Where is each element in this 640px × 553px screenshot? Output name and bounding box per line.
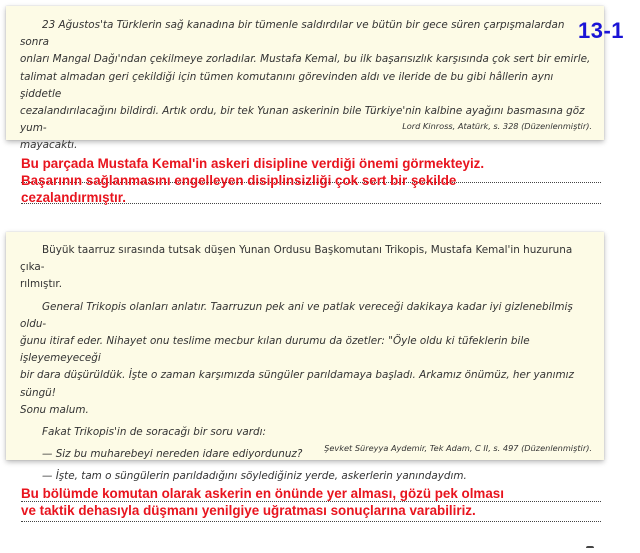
page-number-badge: 13-1 [578,18,625,43]
answer-line [21,521,601,522]
excerpt-aydemir-intro: Büyük taarruz sırasında tutsak düşen Yunan Ordusu Başkomutanı Trikopis, Mustafa Kemal'in huzuruna çıka- rılmıştır. [20,244,573,291]
excerpt-card-aydemir [6,232,604,483]
excerpt-aydemir-question: — Siz bu muharebeyi nereden idare ediyordunuz? [42,448,303,461]
excerpt-aydemir-quote: General Trikopis olanları anlatır. Taarruzun pek ani ve patlak vereceği dakikaya kadar iyi gizlenebilmiş oldu- ğunu itiraf eder. Nihayet onu teslime mecbur kılan durumu da özetler: "Öyle oldu ki tüfeklerin bile işleyemeyeceği bir dara düşürüldük. İşte o zaman karşımızda süngüler parıldamaya başladı. Arkamız önümüz, her yanımız süngü! Sonu malum. [20,300,574,416]
excerpt-kinross-text: 23 Ağustos'ta Türklerin sağ kanadına bir tümenle saldırdılar ve bütün bir gece süren çarpışmalardan sonra onları Mangal Dağı'ndan çekilmeye zorladılar. Mustafa Kemal, bu ilk başarısızlık karşısında çok sert bir emirle, talimat almadan geri çekildiği için tümen komutanını görevinden aldı ve ileride de bu gibi hâllerin aynı şiddetle cezalandırılacağını bildirdi. Artık ordu, bir tek Yunan askerinin bile Türkiye'nin kalbine ayağını basmasına göz yum- mayacaktı. [20,19,591,152]
handwritten-answer-2: Bu bölümde komutan olarak askerin en önünde yer alması, gözü pek olması ve taktik dehasıyla düşmanı yenilgiye uğratması sonuçlarına varabiliriz. [21,486,504,518]
excerpt-aydemir-question-intro: Fakat Trikopis'in de soracağı bir soru vardı: [42,426,267,439]
handwritten-answer-1: Bu parçada Mustafa Kemal'in askeri disipline verdiği önemi görmekteyiz. Başarının sağlanmasını engelleyen disiplinsizliği çok sert bir şekilde cezalandırmıştır. [21,156,485,205]
page-edge-mark [586,546,594,550]
excerpt-aydemir-reply: — İşte, tam o süngülerin parıldadığını söylediğiniz yerde, askerlerin yanındaydım. [42,470,467,483]
excerpt-aydemir-source: Şevket Süreyya Aydemir, Tek Adam, C II, s. 497 (Düzenlenmiştir). [324,443,592,453]
excerpt-card-kinross [6,6,604,152]
excerpt-kinross-source: Lord Kinross, Atatürk, s. 328 (Düzenlenmiştir). [402,121,592,131]
